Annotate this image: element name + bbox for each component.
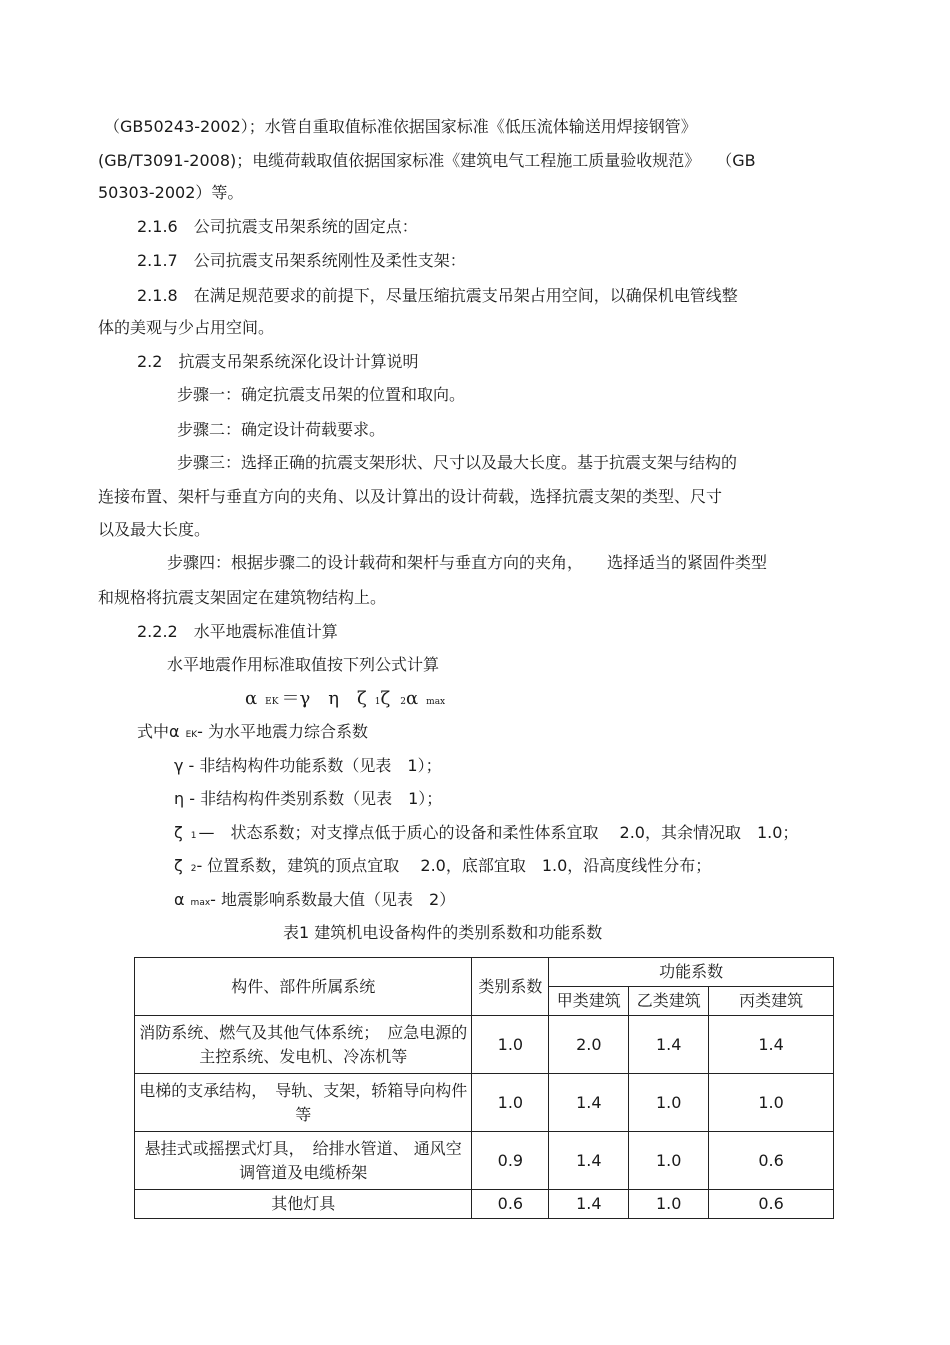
header-category: 类别系数 [472, 958, 549, 1016]
row-category: 1.0 [472, 1074, 549, 1132]
header-class-b: 乙类建筑 [629, 987, 709, 1016]
definition-zeta1-text: — 状态系数；对支撑点低于质心的设备和柔性体系宜取 2.0，其余情况取 1.0； [198, 823, 799, 842]
row-category: 0.9 [472, 1132, 549, 1190]
row-class-a: 2.0 [549, 1016, 629, 1074]
coefficient-table [134, 957, 834, 1219]
row-class-b: 1.0 [629, 1074, 709, 1132]
row-system: 悬挂式或摇摆式灯具， 给排水管道、 通风空调管道及电缆桥架 [135, 1132, 472, 1190]
definition-zeta2-sub: 2 [190, 864, 197, 874]
definition-zeta2-text: - 位置系数，建筑的顶点宜取 2.0，底部宜取 1.0，沿高度线性分布； [196, 856, 712, 875]
formula-sub-max: max [426, 697, 446, 707]
row-system: 其他灯具 [135, 1190, 472, 1219]
table-row [135, 1132, 834, 1190]
step-three-line3: 以及最大长度。 [98, 520, 211, 539]
paragraph-standards-2: (GB/T3091-2008)；电缆荷载取值依据国家标准《建筑电气工程施工质量验收规范》 （GB [98, 151, 756, 170]
step-three-line2: 连接布置、架杆与垂直方向的夹角、以及计算出的设计荷载，选择抗震支架的类型、尺寸 [98, 487, 723, 506]
definition-alpha-ek-text: - 为水平地震力综合系数 [197, 722, 369, 741]
row-class-c: 1.0 [709, 1074, 834, 1132]
table-row [135, 1016, 834, 1074]
definition-alpha-max-sub: max [190, 898, 211, 908]
definition-prefix: 式中α [137, 722, 180, 741]
row-class-b: 1.0 [629, 1190, 709, 1219]
formula [245, 688, 445, 713]
definition-alpha-max-text: - 地震影响系数最大值（见表 2） [210, 890, 456, 909]
section-2-1-8-line1: 2.1.8 在满足规范要求的前提下，尽量压缩抗震支吊架占用空间，以确保机电管线整 [137, 286, 738, 305]
formula-zeta: ζ [380, 688, 391, 709]
header-class-c: 丙类建筑 [709, 987, 834, 1016]
step-two: 步骤二：确定设计荷载要求。 [177, 420, 386, 439]
paragraph-standards-1: （GB50243-2002）；水管自重取值标准依据国家标准《低压流体输送用焊接钢管》 [104, 117, 697, 136]
definition-zeta2-symbol: ζ [174, 856, 183, 875]
row-class-a: 1.4 [549, 1132, 629, 1190]
formula-sub-ek: EK [265, 697, 279, 707]
row-class-c: 1.4 [709, 1016, 834, 1074]
formula-sub-2: 2 [400, 697, 406, 707]
row-system: 消防系统、燃气及其他气体系统； 应急电源的主控系统、发电机、冷冻机等 [135, 1016, 472, 1074]
section-2-1-6: 2.1.6 公司抗震支吊架系统的固定点： [137, 217, 418, 236]
header-system: 构件、部件所属系统 [135, 958, 472, 1016]
formula-body: ＝γ η ζ [281, 688, 367, 709]
definition-gamma: γ - 非结构构件功能系数（见表 1）； [174, 756, 442, 775]
section-2-2-heading: 2.2 抗震支吊架系统深化设计计算说明 [137, 352, 419, 371]
definition-alpha-max-symbol: α [174, 890, 185, 909]
definition-alpha-max [174, 889, 455, 914]
section-2-1-8-line2: 体的美观与少占用空间。 [98, 318, 275, 337]
paragraph-standards-3: 50303-2002）等。 [98, 183, 244, 202]
section-2-1-7: 2.1.7 公司抗震支吊架系统刚性及柔性支架： [137, 251, 466, 270]
definition-alpha-ek [137, 721, 368, 746]
definition-eta: η - 非结构构件类别系数（见表 1）； [174, 789, 443, 808]
formula-intro: 水平地震作用标准取值按下列公式计算 [167, 655, 440, 674]
table-header-row [135, 958, 834, 987]
definition-zeta1 [174, 822, 798, 847]
step-four-line2: 和规格将抗震支架固定在建筑物结构上。 [98, 588, 387, 607]
header-class-a: 甲类建筑 [549, 987, 629, 1016]
step-three-line1: 步骤三：选择正确的抗震支架形状、尺寸以及最大长度。基于抗震支架与结构的 [177, 453, 738, 472]
formula-alpha: α [245, 688, 258, 709]
step-one: 步骤一：确定抗震支吊架的位置和取向。 [177, 385, 466, 404]
formula-alpha2: α [406, 688, 419, 709]
step-four-line1: 步骤四：根据步骤二的设计载荷和架杆与垂直方向的夹角， 选择适当的紧固件类型 [167, 553, 768, 572]
row-system: 电梯的支承结构， 导轨、支架，轿箱导向构件等 [135, 1074, 472, 1132]
row-class-a: 1.4 [549, 1190, 629, 1219]
definition-zeta1-symbol: ζ [174, 823, 183, 842]
row-class-c: 0.6 [709, 1190, 834, 1219]
row-class-b: 1.0 [629, 1132, 709, 1190]
definition-zeta2 [174, 855, 711, 880]
table-caption: 表1 建筑机电设备构件的类别系数和功能系数 [283, 923, 603, 942]
formula-sub-1: 1 [374, 697, 381, 707]
row-category: 1.0 [472, 1016, 549, 1074]
row-class-c: 0.6 [709, 1132, 834, 1190]
table-row [135, 1074, 834, 1132]
header-function: 功能系数 [549, 958, 834, 987]
row-category: 0.6 [472, 1190, 549, 1219]
definition-sub-ek: EK [185, 730, 198, 740]
row-class-b: 1.4 [629, 1016, 709, 1074]
section-2-2-2-heading: 2.2.2 水平地震标准值计算 [137, 622, 338, 641]
table-row [135, 1190, 834, 1219]
row-class-a: 1.4 [549, 1074, 629, 1132]
definition-zeta1-sub: 1 [190, 831, 197, 841]
